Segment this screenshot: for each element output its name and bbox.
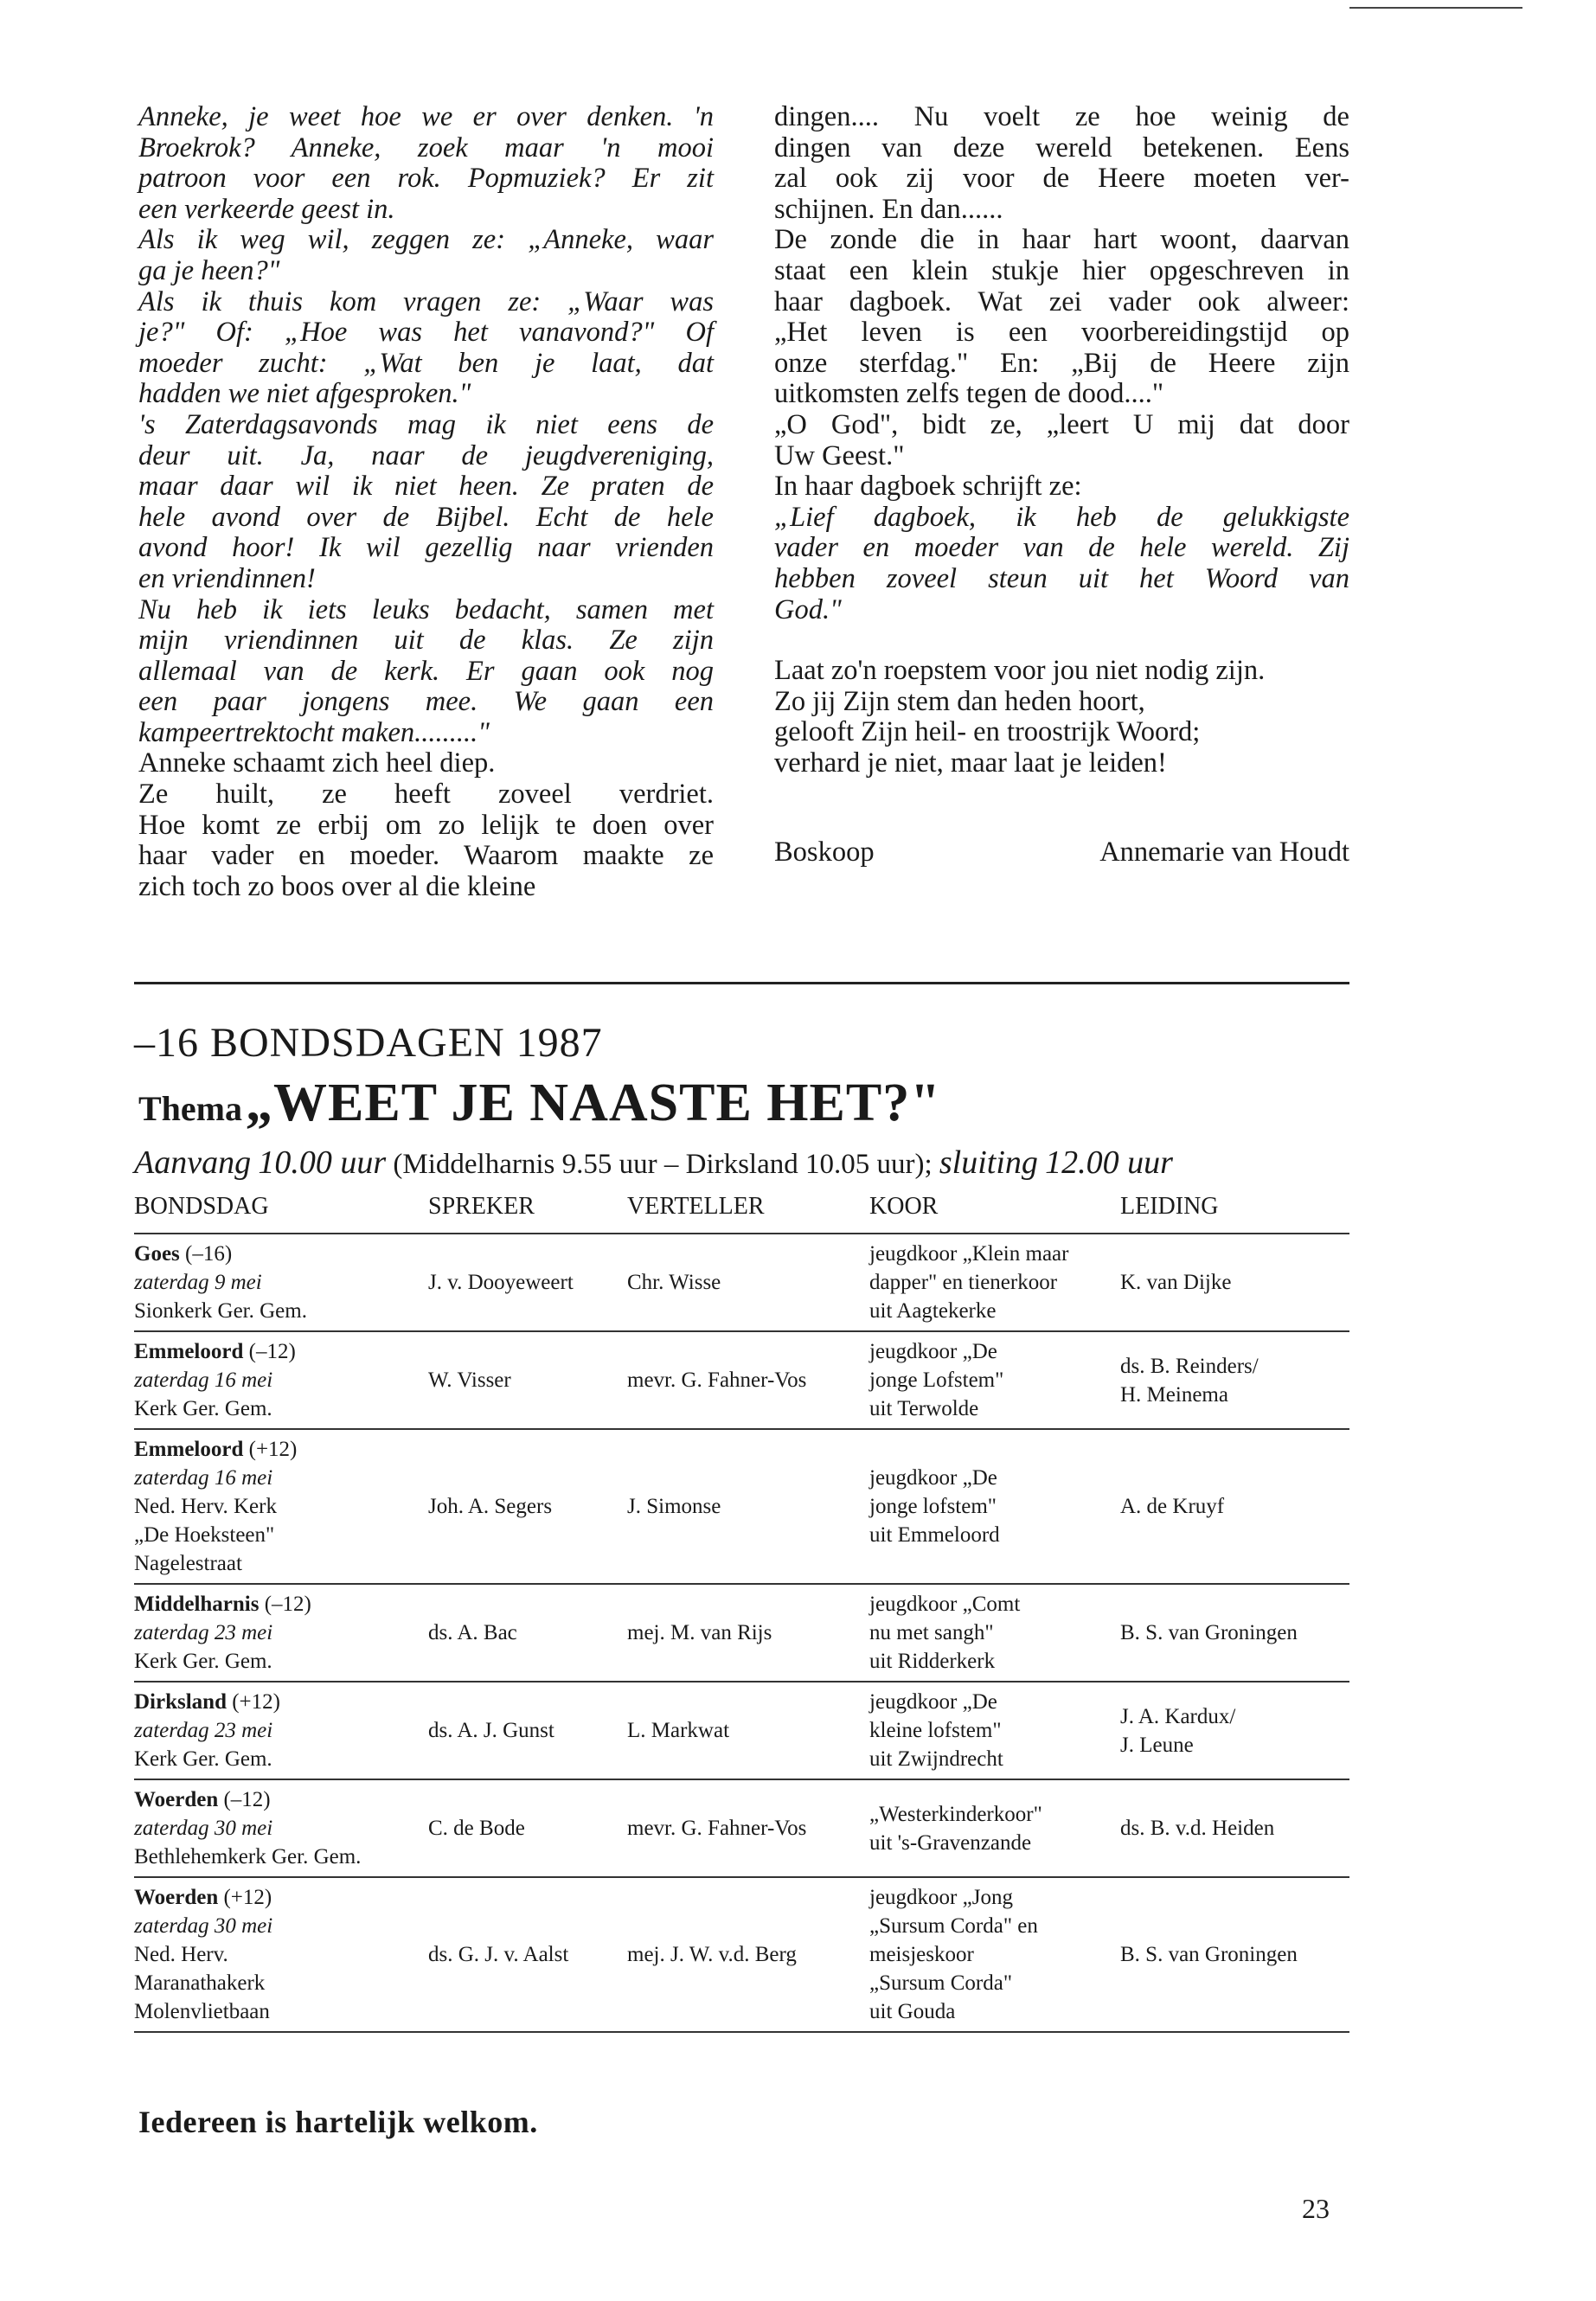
text-line: een verkeerde geest in. [138,193,395,225]
text-line: Hoe komt ze erbij om zo lelijk te doen over [138,809,714,841]
leader-name: B. S. van Groningen [1120,1621,1298,1644]
bondsdag-heading [134,1435,428,1464]
bondsdag-heading [134,1590,428,1618]
header-bondsdag: BONDSDAG [134,1187,428,1234]
speaker-name: ds. A. J. Gunst [428,1719,554,1742]
stanza-gap [774,625,1349,656]
text-line: schijnen. En dan...... [774,193,1003,225]
choir-line: jonge lofstem" [869,1495,997,1518]
header-verteller: VERTELLER [627,1187,869,1234]
text-line: „O God", bidt ze, „leert U mij dat door [774,408,1349,440]
bondsdag-heading [134,1883,428,1912]
text-line: onze sterfdag." En: „Bij de Heere zijn [774,347,1349,379]
bondsdag-place: Emmeloord [134,1340,244,1363]
narrator-name: L. Markwat [627,1719,730,1742]
text-line: je?" Of: „Hoe was het vanavond?" Of [138,317,714,349]
bondsdag-heading [134,1688,428,1716]
header-leiding: LEIDING [1120,1187,1349,1234]
bondsdag-venue: Ned. Herv. Kerk [134,1495,277,1518]
leader-name: J. Leune [1120,1733,1194,1757]
bondsdag-venue: Kerk Ger. Gem. [134,1397,272,1420]
table-row [134,1429,1349,1584]
text-line: De zonde die in haar hart woont, daarvan [774,224,1349,256]
text-line: moeder zucht: „Wat ben je laat, dat [138,347,714,379]
text-line: haar vader en moeder. Waarom maakte ze [138,840,714,872]
narrator-name: mevr. G. Fahner-Vos [627,1368,807,1392]
cell-leiding [1120,1682,1349,1779]
bondsdag-place: Emmeloord [134,1438,244,1461]
bondsdag-heading [134,1337,428,1366]
speaker-name: C. de Bode [428,1817,525,1840]
poem-line: verhard je niet, maar laat je leiden! [774,747,1167,779]
speaker-name: J. v. Dooyeweert [428,1271,574,1294]
table-row [134,1877,1349,2032]
choir-line: uit 's-Gravenzande [869,1830,1032,1855]
start-note: (Middelharnis 9.55 uur – Dirksland 10.05 uur); [393,1149,933,1180]
cell-verteller [627,1429,869,1584]
text-line: God." [774,593,842,625]
bondsdag-date: zaterdag 16 mei [134,1368,273,1392]
cell-spreker [428,1584,627,1682]
text-line: mijn vriendinnen uit de klas. Ze zijn [138,625,714,657]
choir-line: „Sursum Corda" [869,1971,1013,1995]
poem [774,656,1349,779]
bondsdag-date: zaterdag 30 mei [134,1817,273,1840]
header-spreker: SPREKER [428,1187,627,1234]
signature-author: Annemarie van Houdt [1099,836,1349,868]
bondsdag-heading [134,1785,428,1814]
bondsdag-date: zaterdag 30 mei [134,1914,273,1938]
choir-line: dapper" en tienerkoor [869,1271,1058,1294]
bondsdag-date: zaterdag 23 mei [134,1621,273,1644]
poem-line: Laat zo'n roepstem voor jou niet nodig zijn. [774,655,1266,687]
cell-bondsdag [134,1779,428,1877]
table-row [134,1234,1349,1331]
text-line: Anneke, je weet hoe we er over denken. 'n [138,101,714,132]
text-line: zal ook zij voor de Heere moeten ver- [774,163,1349,195]
narrator-name: Chr. Wisse [627,1271,721,1294]
bondsdag-date: zaterdag 16 mei [134,1466,273,1490]
bondsdag-group: (+12) [232,1690,280,1714]
text-line: In haar dagboek schrijft ze: [774,471,1082,503]
narrator-name: mevr. G. Fahner-Vos [627,1817,807,1840]
choir-line: uit Emmeloord [869,1523,1000,1547]
cell-bondsdag [134,1331,428,1429]
choir-line: meisjeskoor [869,1943,974,1966]
cell-leiding [1120,1331,1349,1429]
bondsdag-group: (+12) [248,1438,298,1461]
bondsdag-venue: Ned. Herv. [134,1943,228,1966]
start-time: 10.00 uur [258,1144,387,1181]
text-line: en vriendinnen! [138,562,316,594]
choir-line: jeugdkoor „De [869,1690,997,1714]
bondsdag-heading [134,1240,428,1268]
bondsdag-group: (+12) [223,1886,272,1909]
text-line: kampeertrektocht maken........." [138,716,490,748]
choir-line: jeugdkoor „Comt [869,1593,1021,1616]
bondsdag-place: Woerden [134,1788,219,1811]
announcement-title: –16 BONDSDAGEN 1987 [134,1020,603,1066]
cell-bondsdag [134,1584,428,1682]
start-label: Aanvang [134,1144,252,1181]
leader-name: A. de Kruyf [1120,1495,1225,1518]
story-left-column [138,102,714,902]
table-row [134,1584,1349,1682]
choir-line: „Westerkinderkoor" [869,1802,1042,1826]
cell-koor [869,1682,1120,1779]
bondsdag-group: (–12) [264,1593,311,1616]
bondsdag-venue: Bethlehemkerk Ger. Gem. [134,1845,362,1868]
cell-leiding [1120,1429,1349,1584]
bondsdag-group: (–16) [185,1242,233,1266]
text-line: Nu heb ik iets leuks bedacht, samen met [138,593,714,625]
choir-line: jeugdkoor „De [869,1340,997,1363]
text-line: Ze huilt, ze heeft zoveel verdriet. [138,779,714,811]
narrator-name: J. Simonse [627,1495,721,1518]
cell-koor [869,1234,1120,1331]
cell-verteller [627,1877,869,2032]
theme-label: Thema [138,1089,242,1128]
text-line: Als ik weg wil, zeggen ze: „Anneke, waar [138,224,714,256]
leader-name: J. A. Kardux/ [1120,1704,1236,1728]
theme-title: „WEET JE NAASTE HET?" [246,1074,941,1132]
text-line: staat een klein stukje hier opgeschreven in [774,254,1349,286]
cell-verteller [627,1779,869,1877]
poem-line: Zo jij Zijn stem dan heden hoort, [774,685,1145,717]
story-right-text [774,102,1349,625]
text-line: hadden we niet afgesproken." [138,378,471,410]
table-row [134,1779,1349,1877]
cell-spreker [428,1877,627,2032]
text-line: Anneke schaamt zich heel diep. [138,747,496,779]
bondsdag-group: (–12) [248,1340,296,1363]
signature [774,837,1349,868]
text-line: Uw Geest." [774,439,905,471]
bondsdag-date: zaterdag 23 mei [134,1719,273,1742]
text-line: patroon voor een rok. Popmuziek? Er zit [138,163,714,195]
choir-line: uit Aagtekerke [869,1299,997,1323]
text-line: haar dagboek. Wat zei vader ook alweer: [774,285,1349,317]
cell-verteller [627,1234,869,1331]
cell-verteller [627,1682,869,1779]
text-line: Broekrok? Anneke, zoek maar 'n mooi [138,131,714,163]
choir-line: uit Terwolde [869,1397,979,1420]
time-line [134,1144,1349,1182]
bondsdag-venue: Sionkerk Ger. Gem. [134,1299,307,1323]
leader-name: H. Meinema [1120,1382,1228,1407]
speaker-name: W. Visser [428,1368,511,1392]
cell-bondsdag [134,1877,428,2032]
cell-spreker [428,1682,627,1779]
speaker-name: ds. G. J. v. Aalst [428,1943,569,1966]
bondsdag-venue: Nagelestraat [134,1552,242,1575]
table-row [134,1682,1349,1779]
cell-verteller [627,1584,869,1682]
text-line: ga je heen?" [138,254,280,286]
cell-bondsdag [134,1429,428,1584]
text-line: een paar jongens mee. We gaan een [138,686,714,718]
cell-leiding [1120,1584,1349,1682]
text-line: hele avond over de Bijbel. Echt de hele [138,501,714,533]
cell-koor [869,1877,1120,2032]
text-line: deur uit. Ja, naar de jeugdvereniging, [138,439,714,471]
narrator-name: mej. M. van Rijs [627,1621,772,1644]
signature-place: Boskoop [774,836,875,868]
narrator-name: mej. J. W. v.d. Berg [627,1943,797,1966]
cell-koor [869,1584,1120,1682]
choir-line: jeugdkoor „Jong [869,1886,1013,1909]
bondsdag-venue: Maranathakerk [134,1971,266,1995]
end-label: sluiting [939,1144,1038,1181]
text-line: dingen.... Nu voelt ze hoe weinig de [774,101,1349,132]
cell-koor [869,1779,1120,1877]
text-line: dingen van deze wereld betekenen. Eens [774,131,1349,163]
bondsdag-place: Woerden [134,1886,219,1909]
bondsdag-venue: Kerk Ger. Gem. [134,1650,272,1673]
table-body [134,1234,1349,2032]
choir-line: uit Gouda [869,2000,956,2023]
text-line: 's Zaterdagsavonds mag ik niet eens de [138,408,714,440]
story-right-column [774,102,1349,868]
end-time: 12.00 uur [1045,1144,1173,1181]
speaker-name: Joh. A. Segers [428,1495,553,1518]
welcome-text: Iedereen is hartelijk welkom. [138,2105,538,2139]
choir-line: jeugdkoor „De [869,1466,997,1490]
cell-bondsdag [134,1682,428,1779]
top-rule [1349,7,1522,9]
choir-line: jeugdkoor „Klein maar [869,1242,1069,1266]
cell-spreker [428,1779,627,1877]
choir-line: jonge Lofstem" [869,1368,1004,1392]
text-line: hebben zoveel steun uit het Woord van [774,562,1349,594]
choir-line: kleine lofstem" [869,1719,1002,1742]
leader-name: ds. B. Reinders/ [1120,1354,1259,1378]
text-line: allemaal van de kerk. Er gaan ook nog [138,655,714,687]
text-line: „Lief dagboek, ik heb de gelukkigste [774,501,1349,533]
cell-spreker [428,1234,627,1331]
bondsdag-group: (–12) [223,1788,271,1811]
text-line: uitkomsten zelfs tegen de dood...." [774,378,1164,410]
leader-name: ds. B. v.d. Heiden [1120,1817,1275,1840]
bondsdag-venue: „De Hoeksteen" [134,1523,275,1547]
speaker-name: ds. A. Bac [428,1621,517,1644]
schedule-table [134,1187,1349,2033]
bondsdag-place: Goes [134,1242,180,1266]
cell-leiding [1120,1877,1349,2032]
text-line: vader en moeder van de hele wereld. Zij [774,532,1349,564]
choir-line: nu met sangh" [869,1621,994,1644]
text-line: zich toch zo boos over al die kleine [138,870,536,902]
page-number: 23 [1302,2193,1330,2224]
cell-verteller [627,1331,869,1429]
choir-line: uit Zwijndrecht [869,1747,1003,1771]
poem-line: gelooft Zijn heil- en troostrijk Woord; [774,716,1201,748]
bondsdag-date: zaterdag 9 mei [134,1271,262,1294]
cell-leiding [1120,1779,1349,1877]
section-divider [134,982,1349,984]
bondsdag-place: Middelharnis [134,1593,260,1616]
cell-koor [869,1331,1120,1429]
table-header-row [134,1187,1349,1234]
cell-spreker [428,1331,627,1429]
theme-heading [138,1073,941,1134]
text-line: avond hoor! Ik wil gezellig naar vrienden [138,532,714,564]
choir-line: uit Ridderkerk [869,1650,996,1673]
cell-spreker [428,1429,627,1584]
choir-line: „Sursum Corda" en [869,1914,1038,1938]
bondsdag-place: Dirksland [134,1690,227,1714]
leader-name: K. van Dijke [1120,1271,1232,1294]
cell-bondsdag [134,1234,428,1331]
table-row [134,1331,1349,1429]
leader-name: B. S. van Groningen [1120,1943,1298,1966]
text-line: maar daar wil ik niet heen. Ze praten de [138,471,714,503]
text-line: „Het leven is een voorbereidingstijd op [774,317,1349,349]
bondsdag-venue: Molenvlietbaan [134,2000,270,2023]
text-line: Als ik thuis kom vragen ze: „Waar was [138,285,714,317]
cell-koor [869,1429,1120,1584]
header-koor: KOOR [869,1187,1120,1234]
cell-leiding [1120,1234,1349,1331]
bondsdag-venue: Kerk Ger. Gem. [134,1747,272,1771]
